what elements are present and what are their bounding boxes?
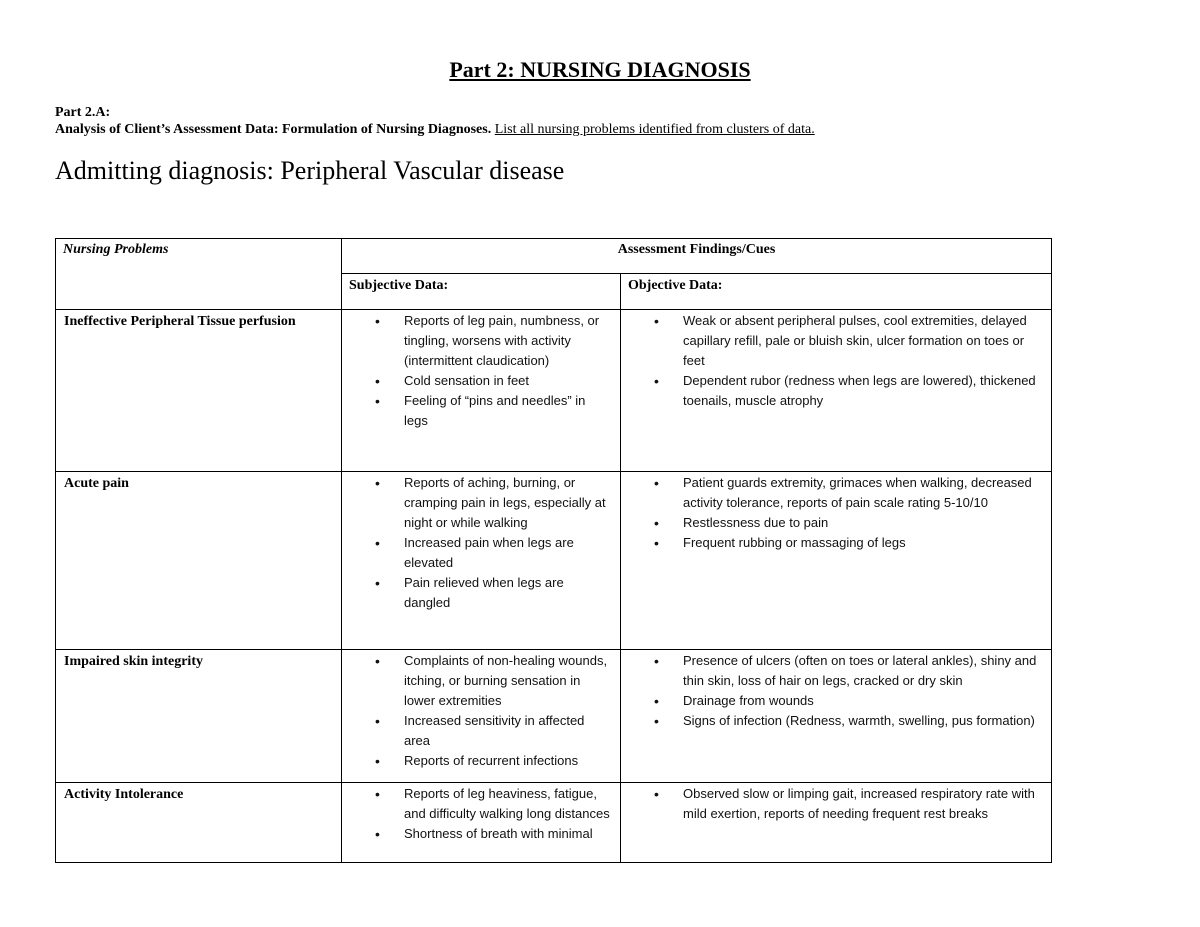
list-item: • Dependent rubor (redness when legs are lowered), thickened toenails, muscle atrophy [683, 371, 1043, 411]
subjective-cell [342, 472, 621, 650]
page-title: Part 2: NURSING DIAGNOSIS [449, 57, 751, 82]
objective-list [621, 784, 1051, 824]
subjective-list [342, 473, 620, 613]
problem-cell: Acute pain [56, 472, 342, 650]
list-item: • Reports of leg pain, numbness, or tingling, worsens with activity (intermittent claudication) [404, 311, 612, 371]
list-item: • Increased sensitivity in affected area [404, 711, 612, 751]
list-item: • Signs of infection (Redness, warmth, swelling, pus formation) [683, 711, 1043, 731]
list-item: • Reports of aching, burning, or cramping pain in legs, especially at night or while walking [404, 473, 612, 533]
objective-cell [621, 783, 1052, 863]
list-item: • Patient guards extremity, grimaces when walking, decreased activity tolerance, reports of pain scale rating 5-10/10 [683, 473, 1043, 513]
subjective-cell [342, 310, 621, 472]
analysis-instruction [55, 121, 815, 138]
list-item: • Increased pain when legs are elevated [404, 533, 612, 573]
analysis-heading: Analysis of Client’s Assessment Data: Formulation of Nursing Diagnoses. [55, 122, 492, 137]
list-item: • Shortness of breath with minimal [404, 824, 612, 844]
problem-cell: Impaired skin integrity [56, 650, 342, 783]
subjective-list [342, 311, 620, 431]
subjective-cell [342, 783, 621, 863]
objective-cell [621, 650, 1052, 783]
objective-list [621, 311, 1051, 411]
list-item: • Presence of ulcers (often on toes or lateral ankles), shiny and thin skin, loss of hair on legs, cracked or dry skin [683, 651, 1043, 691]
admitting-diagnosis: Admitting diagnosis: Peripheral Vascular disease [55, 156, 565, 185]
objective-cell [621, 310, 1052, 472]
objective-list [621, 651, 1051, 731]
table-row [56, 783, 1052, 863]
nursing-diagnosis-table [55, 238, 1052, 863]
table-row [56, 310, 1052, 472]
list-item: • Frequent rubbing or massaging of legs [683, 533, 1043, 553]
list-item: • Restlessness due to pain [683, 513, 1043, 533]
table-row [56, 650, 1052, 783]
list-item: • Reports of leg heaviness, fatigue, and difficulty walking long distances [404, 784, 612, 824]
list-item: • Observed slow or limping gait, increased respiratory rate with mild exertion, reports of needing frequent rest breaks [683, 784, 1043, 824]
part-label: Part 2.A: [55, 105, 111, 120]
list-item: • Weak or absent peripheral pulses, cool extremities, delayed capillary refill, pale or bluish skin, ulcer formation on toes or feet [683, 311, 1043, 371]
list-item: • Feeling of “pins and needles” in legs [404, 391, 612, 431]
list-item: • Pain relieved when legs are dangled [404, 573, 612, 613]
header-nursing-problems: Nursing Problems [56, 239, 342, 310]
header-objective-data: Objective Data: [621, 274, 1052, 310]
subjective-cell [342, 650, 621, 783]
subjective-list [342, 784, 620, 844]
table-row [56, 472, 1052, 650]
objective-list [621, 473, 1051, 553]
objective-cell [621, 472, 1052, 650]
list-item: • Drainage from wounds [683, 691, 1043, 711]
subjective-list [342, 651, 620, 771]
problem-cell: Ineffective Peripheral Tissue perfusion [56, 310, 342, 472]
analysis-instruction-text: List all nursing problems identified from clusters of data. [494, 122, 815, 137]
list-item: • Cold sensation in feet [404, 371, 612, 391]
header-assessment-findings: Assessment Findings/Cues [342, 239, 1052, 274]
list-item: • Complaints of non-healing wounds, itching, or burning sensation in lower extremities [404, 651, 612, 711]
list-item: • Reports of recurrent infections [404, 751, 612, 771]
header-subjective-data: Subjective Data: [342, 274, 621, 310]
problem-cell: Activity Intolerance [56, 783, 342, 863]
